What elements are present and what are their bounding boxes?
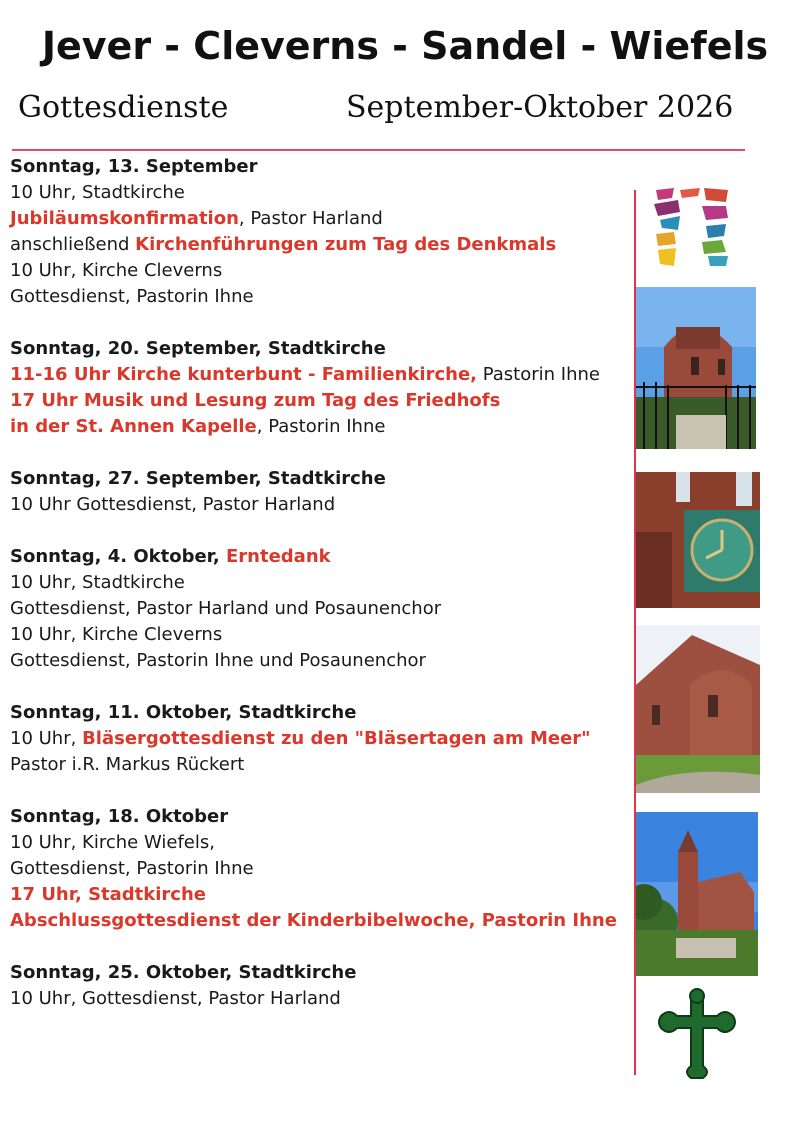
- detail-text: 10 Uhr Gottesdienst, Pastor Harland: [10, 494, 336, 515]
- detail-text: 10 Uhr, Kirche Cleverns: [10, 260, 223, 281]
- service-detail-line: [10, 180, 630, 206]
- heading-text: Sonntag, 13. September: [10, 156, 258, 177]
- heading-accent: Erntedank: [226, 546, 331, 567]
- service-detail-line: [10, 596, 630, 622]
- church-logo-icon: [652, 186, 732, 270]
- heading-text: Sonntag, 18. Oktober: [10, 806, 229, 827]
- section-gap: [10, 778, 630, 804]
- subtitle-period: September-Oktober 2026: [346, 90, 734, 125]
- service-detail-line: [10, 986, 630, 1012]
- service-detail-line: [10, 284, 630, 310]
- green-cross-icon: [655, 986, 739, 1082]
- detail-text: Gottesdienst, Pastorin Ihne: [10, 286, 254, 307]
- service-detail-line: [10, 648, 630, 674]
- service-detail-line: [10, 258, 630, 284]
- service-date-heading: [10, 960, 630, 986]
- service-detail-line: [10, 388, 630, 414]
- detail-text: 10 Uhr,: [10, 728, 83, 749]
- service-detail-line: [10, 232, 630, 258]
- service-detail-line: [10, 362, 630, 388]
- detail-text: 10 Uhr, Kirche Wiefels,: [10, 832, 215, 853]
- detail-text: 10 Uhr, Stadtkirche: [10, 572, 185, 593]
- service-detail-line: [10, 882, 630, 908]
- service-detail-line: [10, 414, 630, 440]
- section-gap: [10, 934, 630, 960]
- service-detail-line: [10, 492, 630, 518]
- brick-church-photo: [636, 625, 760, 793]
- service-date-heading: [10, 700, 630, 726]
- detail-text: 10 Uhr, Gottesdienst, Pastor Harland: [10, 988, 341, 1009]
- section-gap: [10, 310, 630, 336]
- page-title: Jever - Cleverns - Sandel - Wiefels: [41, 24, 769, 68]
- highlight-text: 11-16 Uhr Kirche kunterbunt - Familienkirche,: [10, 364, 477, 385]
- church-apse-photo: [636, 287, 756, 449]
- highlight-text: 17 Uhr, Stadtkirche: [10, 884, 206, 905]
- heading-text: Sonntag, 4. Oktober,: [10, 546, 226, 567]
- service-detail-line: [10, 908, 630, 934]
- highlight-text: in der St. Annen Kapelle: [10, 416, 257, 437]
- detail-text: , Pastorin Ihne: [256, 416, 386, 437]
- service-list: [10, 154, 630, 1012]
- highlight-text: Abschlussgottesdienst der Kinderbibelwoche, Pastorin Ihne: [10, 910, 617, 931]
- detail-text: Gottesdienst, Pastorin Ihne: [10, 858, 254, 879]
- detail-text: Pastorin Ihne: [477, 364, 600, 385]
- section-gap: [10, 518, 630, 544]
- service-date-heading: [10, 154, 630, 180]
- header-divider: [12, 149, 745, 151]
- highlight-text: Kirchenführungen zum Tag des Denkmals: [135, 234, 557, 255]
- highlight-text: 17 Uhr Musik und Lesung zum Tag des Friedhofs: [10, 390, 501, 411]
- service-date-heading: [10, 544, 630, 570]
- detail-text: 10 Uhr, Stadtkirche: [10, 182, 185, 203]
- detail-text: , Pastor Harland: [238, 208, 383, 229]
- service-detail-line: [10, 622, 630, 648]
- detail-text: 10 Uhr, Kirche Cleverns: [10, 624, 223, 645]
- service-detail-line: [10, 752, 630, 778]
- service-date-heading: [10, 336, 630, 362]
- service-date-heading: [10, 804, 630, 830]
- section-gap: [10, 674, 630, 700]
- detail-text: Pastor i.R. Markus Rückert: [10, 754, 245, 775]
- clock-tower-photo: [636, 472, 760, 608]
- heading-text: Sonntag, 20. September, Stadtkirche: [10, 338, 386, 359]
- section-gap: [10, 440, 630, 466]
- detail-text: Gottesdienst, Pastor Harland und Posaunenchor: [10, 598, 442, 619]
- service-detail-line: [10, 856, 630, 882]
- highlight-text: Bläsergottesdienst zu den "Bläsertagen am Meer": [82, 728, 591, 749]
- service-detail-line: [10, 206, 630, 232]
- highlight-text: Jubiläumskonfirmation: [10, 208, 239, 229]
- service-date-heading: [10, 466, 630, 492]
- service-detail-line: [10, 830, 630, 856]
- heading-text: Sonntag, 25. Oktober, Stadtkirche: [10, 962, 357, 983]
- subtitle-services: Gottesdienste: [18, 90, 229, 125]
- detail-text: anschließend: [10, 234, 136, 255]
- service-detail-line: [10, 570, 630, 596]
- heading-text: Sonntag, 27. September, Stadtkirche: [10, 468, 386, 489]
- detail-text: Gottesdienst, Pastorin Ihne und Posaunenchor: [10, 650, 426, 671]
- service-detail-line: [10, 726, 630, 752]
- tower-church-photo: [636, 812, 758, 976]
- heading-text: Sonntag, 11. Oktober, Stadtkirche: [10, 702, 357, 723]
